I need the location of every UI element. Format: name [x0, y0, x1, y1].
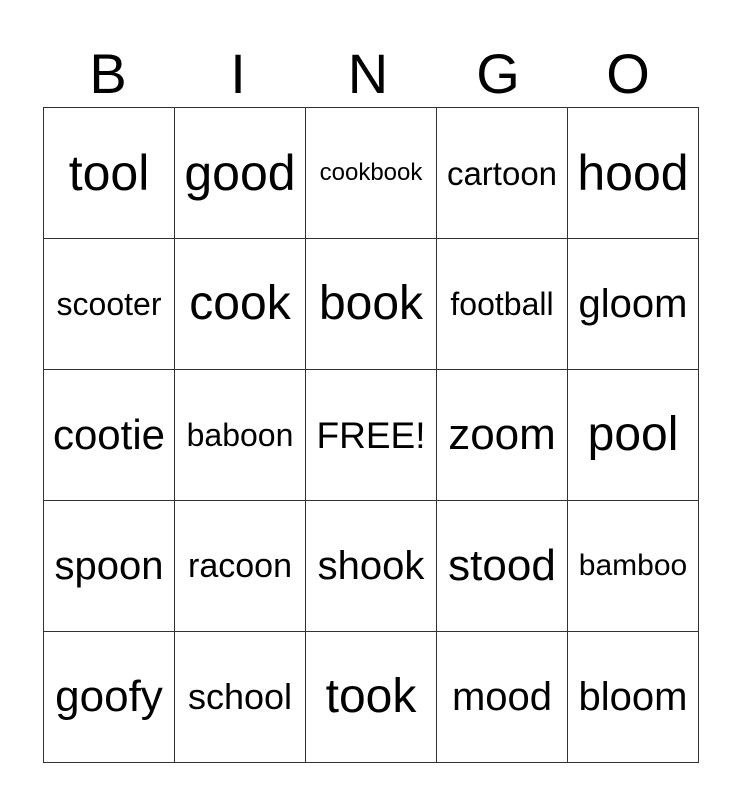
- bingo-card-grid: [43, 107, 699, 763]
- bingo-row: [44, 632, 699, 763]
- bingo-cell[interactable]: bloom: [568, 632, 699, 763]
- bingo-cell[interactable]: football: [437, 239, 568, 370]
- free-space-cell[interactable]: FREE!: [306, 370, 437, 501]
- bingo-row: [44, 108, 699, 239]
- bingo-cell[interactable]: racoon: [175, 501, 306, 632]
- bingo-cell[interactable]: took: [306, 632, 437, 763]
- bingo-cell[interactable]: hood: [568, 108, 699, 239]
- bingo-cell[interactable]: tool: [44, 108, 175, 239]
- bingo-cell[interactable]: cook: [175, 239, 306, 370]
- bingo-cell[interactable]: book: [306, 239, 437, 370]
- bingo-cell[interactable]: good: [175, 108, 306, 239]
- header-letter-i: I: [230, 42, 246, 105]
- bingo-cell[interactable]: spoon: [44, 501, 175, 632]
- bingo-row: [44, 239, 699, 370]
- bingo-row: [44, 370, 699, 501]
- bingo-cell[interactable]: cartoon: [437, 108, 568, 239]
- bingo-cell[interactable]: cookbook: [306, 108, 437, 239]
- bingo-header: [43, 40, 693, 108]
- header-letter-n: N: [347, 42, 389, 105]
- header-letter-b: B: [89, 42, 127, 105]
- bingo-cell[interactable]: mood: [437, 632, 568, 763]
- bingo-cell[interactable]: goofy: [44, 632, 175, 763]
- bingo-cell[interactable]: shook: [306, 501, 437, 632]
- header-letter-o: O: [606, 42, 650, 105]
- bingo-cell[interactable]: gloom: [568, 239, 699, 370]
- bingo-cell[interactable]: school: [175, 632, 306, 763]
- bingo-cell[interactable]: baboon: [175, 370, 306, 501]
- header-letter-g: G: [476, 42, 520, 105]
- bingo-cell[interactable]: cootie: [44, 370, 175, 501]
- bingo-row: [44, 501, 699, 632]
- bingo-cell[interactable]: stood: [437, 501, 568, 632]
- bingo-cell[interactable]: zoom: [437, 370, 568, 501]
- bingo-cell[interactable]: bamboo: [568, 501, 699, 632]
- bingo-cell[interactable]: pool: [568, 370, 699, 501]
- bingo-cell[interactable]: scooter: [44, 239, 175, 370]
